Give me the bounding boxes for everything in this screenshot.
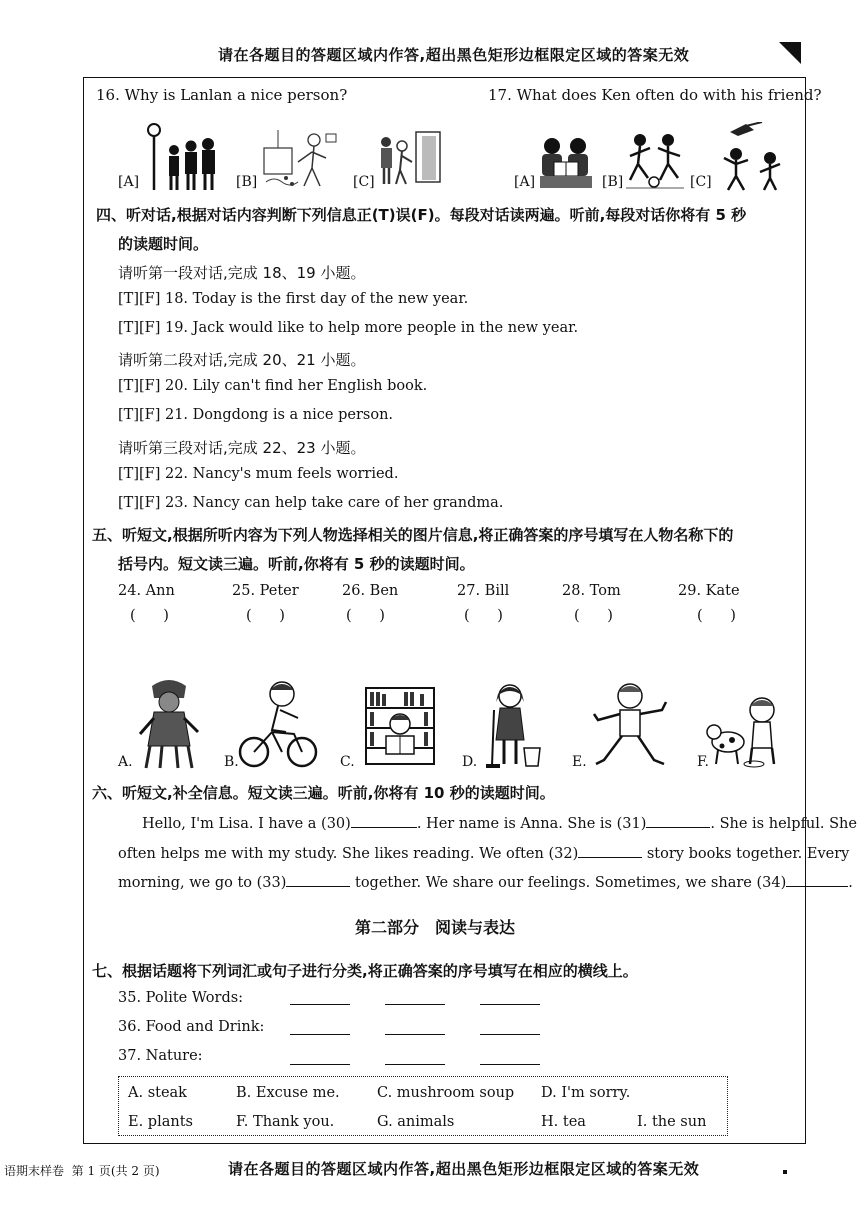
person-name: 28. Tom [562,583,621,599]
answer-bracket[interactable]: ( ) [697,608,736,624]
corner-marker [779,42,801,64]
answer-line[interactable] [480,1022,540,1035]
word-option: A. steak [128,1085,187,1101]
answer-line[interactable] [385,1052,445,1065]
section4-heading-1: 四、听对话,根据对话内容判断下列信息正(T)误(F)。每段对话读两遍。听前,每段对话你将有 5 秒 [96,206,747,224]
blank-30[interactable] [351,813,417,828]
q16-option-a[interactable]: [A] [118,174,140,190]
answer-bracket[interactable]: ( ) [574,608,613,624]
word-option: F. Thank you. [236,1114,335,1130]
answer-line[interactable] [290,992,350,1005]
picture-girl-mopping [484,680,544,770]
word-option: H. tea [541,1114,586,1130]
tf-choice[interactable]: [T][F] [118,378,161,394]
answer-line[interactable] [385,992,445,1005]
answer-bracket[interactable]: ( ) [464,608,503,624]
section7-heading: 七、根据话题将下列词汇或句子进行分类,将正确答案的序号填写在相应的横线上。 [92,962,638,980]
topic-label: 37. Nature: [118,1048,203,1064]
section4-dialog-2: 请听第二段对话,完成 20、21 小题。 [118,351,366,369]
blank-34[interactable] [786,872,848,887]
picture-boy-kungfu [590,680,670,768]
tf-item: [T][F] 23. Nancy can help take care of her grandma. [118,495,504,511]
tf-item: [T][F] 21. Dongdong is a nice person. [118,407,394,423]
tf-choice[interactable]: [T][F] [118,407,161,423]
person-name: 27. Bill [457,583,510,599]
q17-picture-c [716,122,782,192]
person-name: 25. Peter [232,583,299,599]
passage-line-2: often helps me with my study. She likes reading. We often (32) story books together. Every [118,843,849,862]
person-name: 29. Kate [678,583,740,599]
answer-line[interactable] [480,992,540,1005]
q16-picture-c [378,128,442,186]
blank-32[interactable] [578,843,642,858]
word-option: D. I'm sorry. [541,1085,631,1101]
pic-label-b: B. [224,754,239,770]
footer-page-info: 语期末样卷 第 1 页(共 2 页) [4,1164,160,1178]
pic-label-c: C. [340,754,355,770]
tf-choice[interactable]: [T][F] [118,291,161,307]
tf-choice[interactable]: [T][F] [118,320,161,336]
pic-label-f: F. [697,754,709,770]
tf-item: [T][F] 22. Nancy's mum feels worried. [118,466,399,482]
tf-choice[interactable]: [T][F] [118,466,161,482]
tf-item: [T][F] 19. Jack would like to help more people in the new year. [118,320,579,336]
q16-option-b[interactable]: [B] [236,174,258,190]
q16-text: 16. Why is Lanlan a nice person? [96,86,348,104]
section4-heading-2: 的读题时间。 [118,235,209,253]
blank-33[interactable] [286,872,350,887]
answer-bracket[interactable]: ( ) [130,608,169,624]
blank-31[interactable] [646,813,710,828]
q16-picture-b [262,128,346,190]
tf-item: [T][F] 20. Lily can't find her English book. [118,378,428,394]
tf-choice[interactable]: [T][F] [118,495,161,511]
section5-heading-2: 括号内。短文读三遍。听前,你将有 5 秒的读题时间。 [118,555,475,573]
header-note: 请在各题目的答题区域内作答,超出黑色矩形边框限定区域的答案无效 [218,46,690,64]
answer-bracket[interactable]: ( ) [346,608,385,624]
corner-dot [783,1170,787,1174]
picture-opera-performer [134,676,204,770]
pic-label-e: E. [572,754,587,770]
word-option: E. plants [128,1114,193,1130]
passage-line-3: morning, we go to (33) together. We share our feelings. Sometimes, we share (34) . [118,872,853,891]
word-option: G. animals [377,1114,455,1130]
section5-heading-1: 五、听短文,根据所听内容为下列人物选择相关的图片信息,将正确答案的序号填写在人物名称下的 [92,526,734,544]
tf-item: [T][F] 18. Today is the first day of the new year. [118,291,469,307]
answer-line[interactable] [290,1022,350,1035]
q17-picture-a [538,134,594,190]
passage-line-1: Hello, I'm Lisa. I have a (30) . Her name is Anna. She is (31) . She is helpful. She [142,813,857,832]
q17-picture-b [626,132,684,190]
answer-line[interactable] [480,1052,540,1065]
picture-boy-with-dog [706,690,786,770]
pic-label-a: A. [118,754,133,770]
q17-option-a[interactable]: [A] [514,174,536,190]
q17-option-b[interactable]: [B] [602,174,624,190]
section4-dialog-1: 请听第一段对话,完成 18、19 小题。 [118,264,366,282]
answer-line[interactable] [385,1022,445,1035]
answer-line[interactable] [290,1052,350,1065]
topic-label: 35. Polite Words: [118,990,244,1006]
word-option: I. the sun [637,1114,707,1130]
pic-label-d: D. [462,754,478,770]
picture-boy-reading [364,686,436,766]
q17-option-c[interactable]: [C] [690,174,712,190]
section4-dialog-3: 请听第三段对话,完成 22、23 小题。 [118,439,366,457]
person-name: 26. Ben [342,583,399,599]
q16-option-c[interactable]: [C] [353,174,375,190]
footer-note: 请在各题目的答题区域内作答,超出黑色矩形边框限定区域的答案无效 [228,1160,700,1178]
word-option: C. mushroom soup [377,1085,515,1101]
person-name: 24. Ann [118,583,175,599]
word-option: B. Excuse me. [236,1085,340,1101]
section6-heading: 六、听短文,补全信息。短文读三遍。听前,你将有 10 秒的读题时间。 [92,784,555,802]
part2-title: 第二部分 阅读与表达 [355,918,516,937]
answer-bracket[interactable]: ( ) [246,608,285,624]
topic-label: 36. Food and Drink: [118,1019,265,1035]
picture-girl-cycling [238,676,318,770]
q17-text: 17. What does Ken often do with his friend? [488,86,822,104]
q16-picture-a [144,122,220,192]
